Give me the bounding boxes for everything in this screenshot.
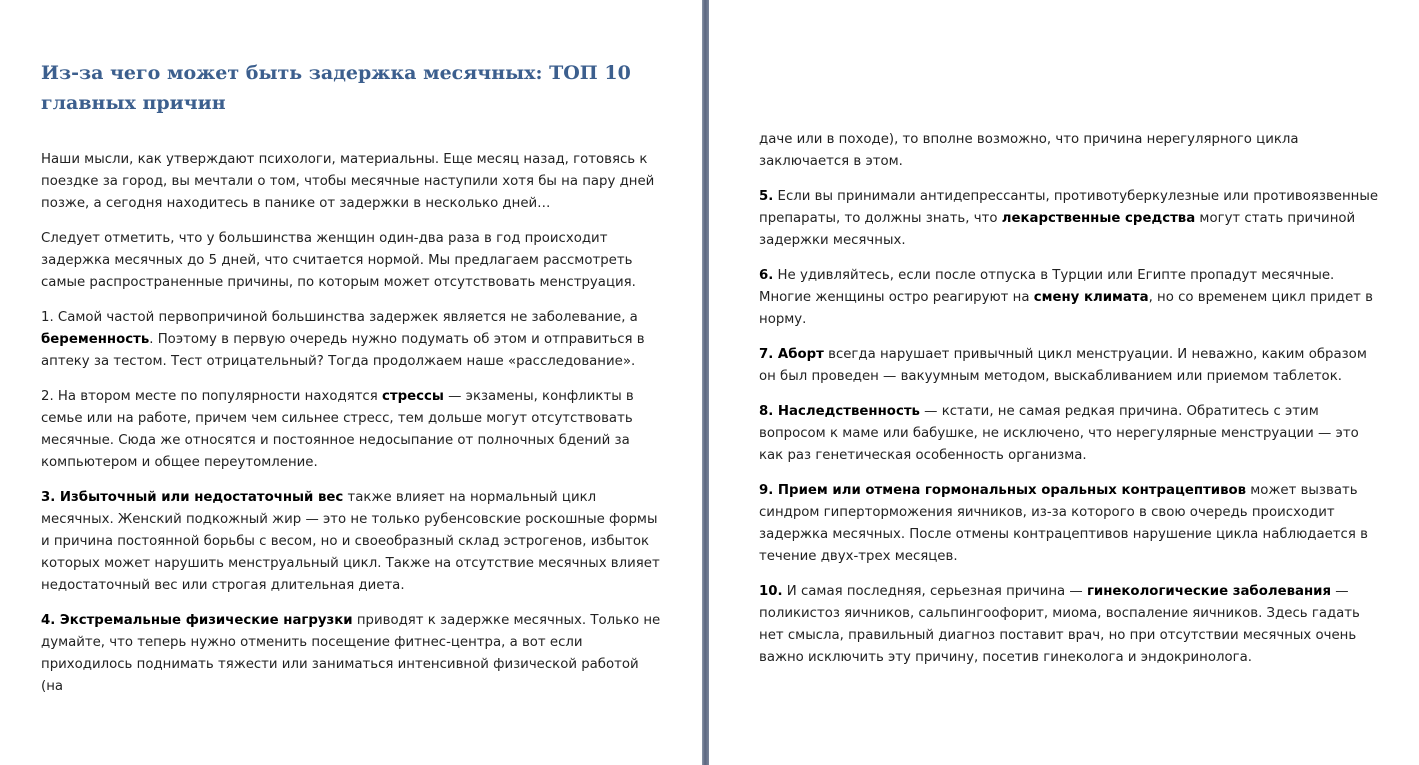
- reason-2-text-a: 2. На втором месте по популярности находятся: [41, 389, 382, 404]
- reason-3-keyword: 3. Избыточный или недостаточный вес: [41, 490, 344, 505]
- reason-6-paragraph: [759, 265, 1381, 331]
- reason-2-text-c: — экзамены, конфликты в семье или на работе, причем чем сильнее стресс, тем дольше могут отсутствовать месячные. Сюда же относятся и постоянное недосыпание от полночных бдений за компьютером и общее переутомление.: [41, 389, 634, 470]
- reason-4-text-c: приводят к задержке месячных. Только не думайте, что теперь нужно отменить посещение фитнес-центра, а вот если приходилось поднимать тяжести или заниматься интенсивной физической работой (на: [41, 613, 661, 694]
- reason-9-paragraph: [759, 480, 1381, 568]
- reason-7-text-c: всегда нарушает привычный цикл менструации. И неважно, каким образом он был проведен — вакуумным методом, выскабливанием или приемом таблеток.: [759, 347, 1367, 384]
- reason-6-text-c: , но со временем цикл придет в норму.: [759, 290, 1373, 327]
- reason-5-keyword: лекарственные средства: [1001, 211, 1196, 226]
- reason-5-number: 5.: [759, 189, 774, 204]
- reason-8-keyword: 8. Наследственность: [759, 404, 920, 419]
- left-column: [41, 149, 661, 711]
- reason-7-keyword: 7. Аборт: [759, 347, 824, 362]
- right-column: [759, 129, 1381, 682]
- reason-3-paragraph: [41, 487, 661, 597]
- reason-6-keyword: смену климата: [1033, 290, 1149, 305]
- reason-1-text-c: . Поэтому в первую очередь нужно подумать об этом и отправиться в аптеку за тестом. Тест отрицательный? Тогда продолжаем наше «расследование».: [41, 332, 645, 369]
- intro-paragraph-2: Следует отметить, что у большинства женщин один-два раза в год происходит задержка месячных до 5 дней, что считается нормой. Мы предлагаем рассмотреть самые распространенные причины, по которым может отсутствовать менструация.: [41, 231, 636, 290]
- reason-8-paragraph: [759, 401, 1381, 467]
- reason-1-keyword: беременность: [41, 332, 150, 347]
- reason-4-continuation: даче или в походе), то вполне возможно, что причина нерегулярного цикла заключается в этом.: [759, 132, 1299, 169]
- reason-5-text-c: могут стать причиной задержки месячных.: [759, 211, 1356, 248]
- reason-10-number: 10.: [759, 584, 783, 599]
- reason-5-text-a: Если вы принимали антидепрессанты, противотуберкулезные или противоязвенные препараты, то должны знать, что: [759, 189, 1379, 226]
- reason-10-paragraph: [759, 581, 1381, 669]
- article-title: Из-за чего может быть задержка месячных: ТОП 10 главных причин: [41, 62, 631, 114]
- reason-1-paragraph: [41, 307, 661, 373]
- reason-10-text-c: — поликистоз яичников, сальпингоофорит, миома, воспаление яичников. Здесь гадать нет смысла, правильный диагноз поставит врач, но при отсутствии месячных очень важно исключить эту причину, посетив гинеколога и эндокринолога.: [759, 584, 1360, 665]
- reason-1-text-a: 1. Самой частой первопричиной большинства задержек является не заболевание, а: [41, 310, 638, 325]
- reason-8-text-c: — кстати, не самая редкая причина. Обратитесь с этим вопросом к маме или бабушке, не исключено, что нерегулярные менструации — это как раз генетическая особенность организма.: [759, 404, 1359, 463]
- page-gutter-divider: [702, 0, 709, 765]
- reason-4-paragraph: [41, 610, 661, 698]
- intro-paragraph-1: Наши мысли, как утверждают психологи, материальны. Еще месяц назад, готовясь к поездке за город, вы мечтали о том, чтобы месячные наступили хотя бы на пару дней позже, а сегодня находитесь в панике от задержки в несколько дней…: [41, 152, 655, 211]
- reason-10-text-a: И самая последняя, серьезная причина —: [782, 584, 1087, 599]
- reason-6-text-a: Не удивляйтесь, если после отпуска в Турции или Египте пропадут месячные. Многие женщины остро реагируют на: [759, 268, 1335, 305]
- reason-4-keyword: 4. Экстремальные физические нагрузки: [41, 613, 353, 628]
- reason-2-paragraph: [41, 386, 661, 474]
- reason-5-paragraph: [759, 186, 1381, 252]
- reason-9-keyword: 9. Прием или отмена гормональных оральных контрацептивов: [759, 483, 1247, 498]
- reason-10-keyword: гинекологические заболевания: [1086, 584, 1332, 599]
- reason-9-text-c: может вызвать синдром гиперторможения яичников, из-за которого в свою очередь происходит задержка месячных. После отмены контрацептивов нарушение цикла наблюдается в течение двух-трех месяцев.: [759, 483, 1368, 564]
- reason-6-number: 6.: [759, 268, 774, 283]
- reason-2-keyword: стрессы: [381, 389, 444, 404]
- left-page: [0, 0, 702, 765]
- right-page: [709, 0, 1419, 765]
- reason-7-paragraph: [759, 344, 1381, 388]
- reason-3-text-c: также влияет на нормальный цикл месячных. Женский подкожный жир — это не только рубенсовские роскошные формы и причина постоянной борьбы с весом, но и своеобразный склад эстрогенов, избыток которых может нарушить менструальный цикл. Также на отсутствие месячных влияет недостаточный вес или строгая длительная диета.: [41, 490, 660, 593]
